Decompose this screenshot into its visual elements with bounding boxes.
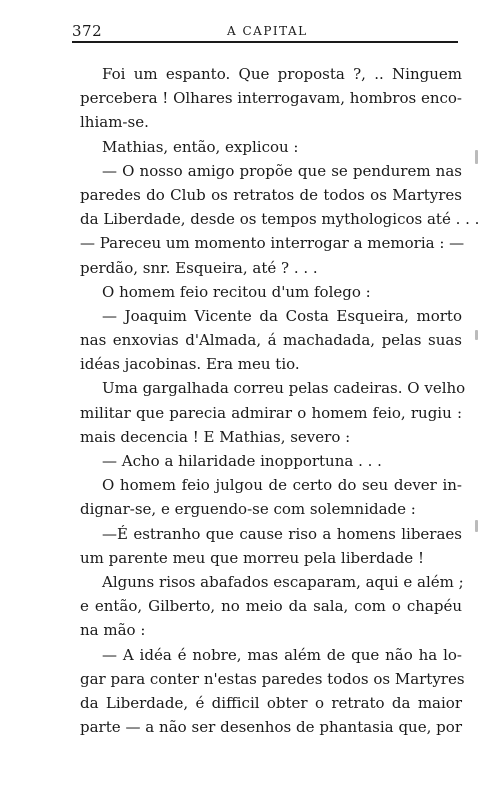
page-edge-mark — [475, 150, 478, 164]
text-line: Alguns risos abafados escaparam, aqui e além ; — [102, 572, 464, 591]
text-line: — O nosso amigo propõe que se pendurem nas — [102, 161, 462, 180]
page-number: 372 — [72, 22, 103, 40]
page-header — [72, 20, 458, 42]
text-line: militar que parecia admirar o homem feio, rugiu : — [80, 403, 462, 422]
text-line: na mão : — [80, 621, 146, 640]
text-line: percebera ! Olhares interrogavam, hombros enco- — [80, 89, 462, 108]
text-line: O homem feio recitou d'um folego : — [102, 282, 371, 301]
header-rule — [72, 41, 458, 43]
text-line: O homem feio julgou de certo do seu dever in- — [102, 476, 462, 495]
text-line: dignar-se, e erguendo-se com solemnidade : — [80, 500, 416, 519]
text-line: — Joaquim Vicente da Costa Esqueira, morto — [102, 306, 462, 325]
text-line: e então, Gilberto, no meio da sala, com o chapéu — [80, 597, 462, 616]
text-line: gar para conter n'estas paredes todos os Martyres — [80, 669, 465, 688]
text-line: idéas jacobinas. Era meu tio. — [80, 355, 300, 374]
text-line: Foi um espanto. Que proposta ?, .. Ninguem — [102, 65, 462, 83]
text-line: lhiam-se. — [80, 113, 149, 132]
text-line: um parente meu que morreu pela liberdade ! — [80, 548, 424, 567]
text-line: parte — a não ser desenhos de phantasia que, por — [80, 718, 462, 737]
text-line: da Liberdade, é difficil obter o retrato da maior — [80, 693, 462, 712]
text-line: — Acho a hilaridade inopportuna . . . — [102, 452, 382, 470]
running-head: A CAPITAL — [227, 24, 308, 38]
text-line: perdão, snr. Esqueira, até ? . . . — [80, 258, 318, 277]
text-line: —É estranho que cause riso a homens liberaes — [102, 524, 462, 543]
text-line: Mathias, então, explicou : — [102, 137, 299, 156]
text-line: paredes do Club os retratos de todos os Martyres — [80, 185, 462, 204]
text-line: — Pareceu um momento interrogar a memoria : — — [80, 234, 465, 253]
text-line: nas enxovias d'Almada, á machadada, pelas suas — [80, 331, 462, 350]
page-edge-mark — [475, 330, 478, 340]
text-line: Uma gargalhada correu pelas cadeiras. O velho — [102, 379, 466, 398]
text-line: — A idéa é nobre, mas além de que não ha lo- — [102, 645, 462, 664]
text-line: mais decencia ! E Mathias, severo : — [80, 427, 351, 446]
text-line: da Liberdade, desde os tempos mythologicos até . . . — [80, 210, 480, 229]
body-text — [80, 62, 480, 739]
page-edge-mark — [475, 520, 478, 532]
